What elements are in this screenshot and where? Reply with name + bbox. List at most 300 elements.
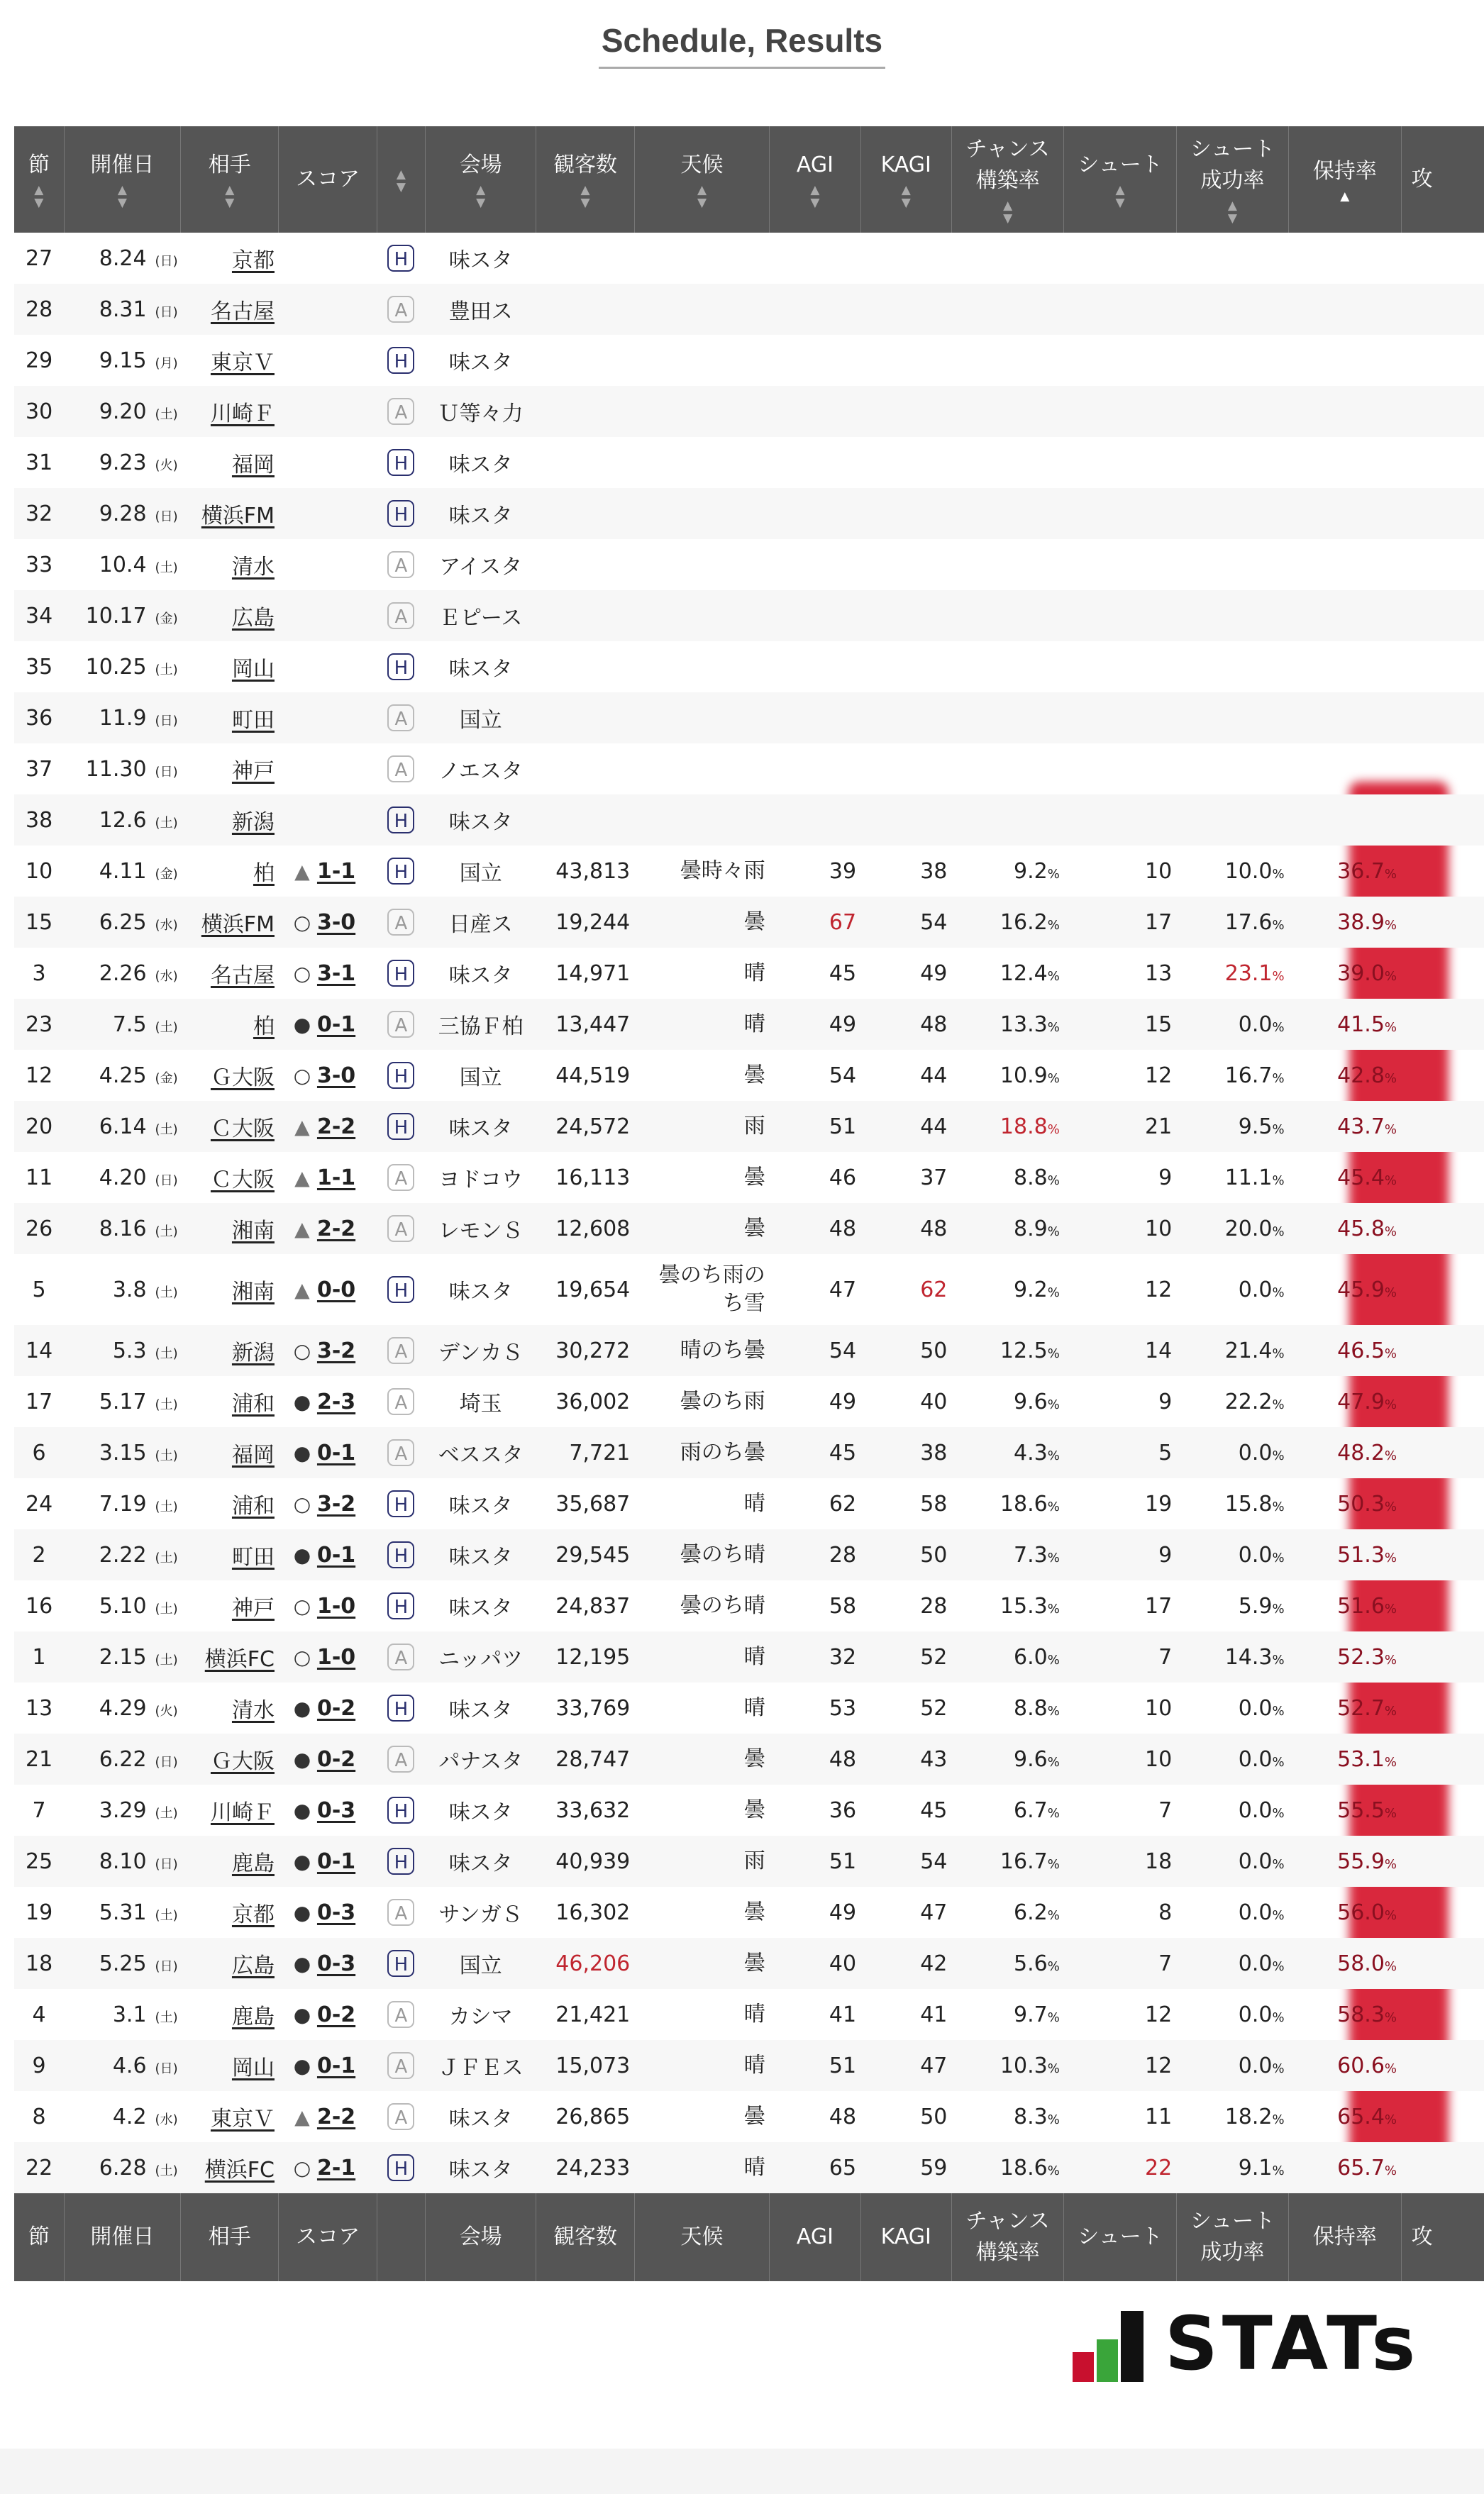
table-row[interactable] xyxy=(14,1325,1484,1376)
score-link[interactable]: 2-3 xyxy=(316,1390,356,1414)
table-row[interactable] xyxy=(14,1989,1484,2040)
score-link[interactable]: 0-3 xyxy=(316,1951,356,1976)
table-row[interactable] xyxy=(14,999,1484,1050)
cell-home-away xyxy=(377,1050,425,1101)
col-shoot[interactable] xyxy=(1064,126,1176,233)
score-link[interactable]: 3-2 xyxy=(316,1339,356,1363)
opponent-link[interactable]: 京都 xyxy=(231,1902,275,1927)
opponent-link[interactable]: 湘南 xyxy=(231,1219,275,1243)
possession-value: 56.0 xyxy=(1337,1900,1385,1925)
draw-triangle-icon: ▲ xyxy=(294,1278,310,1302)
opponent-link[interactable]: 浦和 xyxy=(231,1494,275,1519)
cell-opponent xyxy=(181,1734,279,1785)
score-link[interactable]: 0-2 xyxy=(316,1747,356,1772)
cell-agi xyxy=(770,284,860,335)
possession-value: 50.3 xyxy=(1337,1491,1385,1517)
cell-date xyxy=(64,743,180,794)
opponent-link[interactable]: 町田 xyxy=(231,1545,275,1570)
table-row[interactable] xyxy=(14,1254,1484,1325)
opponent-link[interactable]: 岡山 xyxy=(231,657,275,682)
home-away-badge: A xyxy=(387,909,414,936)
chance-value: 6.2 xyxy=(1013,1900,1048,1925)
opponent-link[interactable]: 町田 xyxy=(231,708,275,733)
col-poss[interactable] xyxy=(1289,126,1401,233)
possession-value: 65.7 xyxy=(1337,2155,1385,2180)
chance-value: 10.9 xyxy=(1000,1063,1048,1088)
cell-kagi: 58 xyxy=(920,1491,948,1517)
cell-opponent xyxy=(181,1836,279,1887)
cell-shoot-rate xyxy=(1176,1580,1288,1631)
col-kagi[interactable] xyxy=(860,126,951,233)
cell-date xyxy=(64,794,180,846)
table-row[interactable] xyxy=(14,2142,1484,2193)
cell-kagi xyxy=(860,488,951,539)
cell-chance-rate xyxy=(951,284,1063,335)
cell-home-away xyxy=(377,641,425,692)
score-link[interactable]: 0-1 xyxy=(316,2054,356,2078)
score-link[interactable]: 0-2 xyxy=(316,1696,356,1721)
cell-attendance xyxy=(536,743,634,794)
percent-sign: % xyxy=(1047,1121,1060,1137)
cell-shoot: 12 xyxy=(1064,2040,1176,2091)
table-row[interactable] xyxy=(14,692,1484,743)
opponent-link[interactable]: 福岡 xyxy=(231,453,275,477)
cell-shoot-rate xyxy=(1176,539,1288,590)
cell-opponent xyxy=(181,1203,279,1254)
cell-possession xyxy=(1289,1580,1401,1631)
percent-sign: % xyxy=(1272,1285,1285,1300)
table-row[interactable] xyxy=(14,233,1484,284)
cell-venue: 三協Ｆ柏 xyxy=(425,999,536,1050)
table-row[interactable] xyxy=(14,1152,1484,1203)
cell-shoot-rate xyxy=(1176,284,1288,335)
cell-shoot: 10 xyxy=(1064,1203,1176,1254)
table-row[interactable] xyxy=(14,1101,1484,1152)
col-agi[interactable] xyxy=(770,126,860,233)
cell-shoot-rate xyxy=(1176,1478,1288,1529)
home-away-badge: A xyxy=(387,602,414,629)
cell-home-away xyxy=(377,1203,425,1254)
cell-date xyxy=(64,2040,180,2091)
table-row[interactable] xyxy=(14,386,1484,437)
cell-possession xyxy=(1289,948,1401,999)
opponent-link[interactable]: 福岡 xyxy=(231,1443,275,1468)
opponent-link[interactable]: 名古屋 xyxy=(210,299,275,324)
score-link[interactable]: 0-2 xyxy=(316,2002,356,2027)
opponent-link[interactable]: 東京Ｖ xyxy=(210,350,275,375)
score-link[interactable]: 0-3 xyxy=(316,1900,356,1925)
opponent-link[interactable]: Ｇ大阪 xyxy=(210,1065,275,1090)
chance-value: 13.3 xyxy=(1000,1012,1048,1037)
table-row[interactable] xyxy=(14,1631,1484,1683)
cell-shoot-rate xyxy=(1176,999,1288,1050)
table-row[interactable] xyxy=(14,1203,1484,1254)
score-link[interactable]: 3-2 xyxy=(316,1492,356,1517)
opponent-link[interactable]: 川崎Ｆ xyxy=(210,401,275,426)
cell-attendance: 29,545 xyxy=(536,1529,634,1580)
percent-sign: % xyxy=(1047,2010,1060,2025)
cell-weather: 雨 xyxy=(634,1101,770,1152)
score-link[interactable]: 1-1 xyxy=(316,1165,356,1190)
cell-shoot-rate xyxy=(1176,437,1288,488)
cell-kagi: 28 xyxy=(920,1593,948,1619)
opponent-link[interactable]: Ｃ大阪 xyxy=(210,1116,275,1141)
table-row[interactable] xyxy=(14,743,1484,794)
table-row[interactable] xyxy=(14,1887,1484,1938)
percent-sign: % xyxy=(1047,1397,1060,1412)
cell-sec: 11 xyxy=(25,1165,53,1190)
opponent-link[interactable]: 柏 xyxy=(253,861,275,886)
table-row[interactable] xyxy=(14,897,1484,948)
score-link[interactable]: 0-3 xyxy=(316,1798,356,1823)
cell-score xyxy=(279,2091,377,2142)
percent-sign: % xyxy=(1384,1019,1397,1035)
opponent-link[interactable]: 横浜FM xyxy=(201,912,275,937)
score-link[interactable]: 3-0 xyxy=(316,910,356,935)
table-row[interactable] xyxy=(14,1478,1484,1529)
home-away-badge: A xyxy=(387,1215,414,1242)
opponent-link[interactable]: Ｃ大阪 xyxy=(210,1168,275,1192)
score-link[interactable]: 2-2 xyxy=(316,1114,356,1139)
score-link[interactable]: 0-1 xyxy=(316,1849,356,1874)
home-away-badge: H xyxy=(387,1848,414,1875)
cell-shoot: 12 xyxy=(1145,2002,1173,2027)
chance-value: 5.6 xyxy=(1013,1951,1048,1976)
table-row[interactable] xyxy=(14,1938,1484,1989)
cell-date xyxy=(64,1631,180,1683)
cell-attack xyxy=(1401,743,1484,794)
sort-arrows-icon: ▲ ▼ xyxy=(476,183,486,210)
cell-sec: 15 xyxy=(14,897,64,948)
cell-attack xyxy=(1401,590,1484,641)
cell-chance-rate xyxy=(951,1785,1063,1836)
percent-sign: % xyxy=(1272,917,1285,933)
opponent-link[interactable]: 湘南 xyxy=(231,1280,275,1304)
cell-opponent xyxy=(181,999,279,1050)
opponent-link[interactable]: 横浜FM xyxy=(201,504,275,528)
shoot-rate-value: 21.4 xyxy=(1224,1338,1273,1363)
cell-venue: 味スタ xyxy=(425,488,536,539)
home-away-badge: H xyxy=(387,653,414,680)
table-row[interactable] xyxy=(14,1683,1484,1734)
date-value: 11.9 xyxy=(99,705,147,731)
col-shootrate[interactable] xyxy=(1176,126,1288,233)
cell-weather: 曇 xyxy=(634,1938,770,1989)
score-link[interactable]: 1-0 xyxy=(316,1594,356,1619)
opponent-link[interactable]: 鹿島 xyxy=(231,1851,275,1876)
cell-score xyxy=(279,1325,377,1376)
percent-sign: % xyxy=(1047,1285,1060,1300)
cell-chance-rate xyxy=(951,1427,1063,1478)
cell-shoot: 22 xyxy=(1064,2142,1176,2193)
table-row[interactable] xyxy=(14,1529,1484,1580)
col-atk[interactable] xyxy=(1401,126,1484,233)
cell-home-away xyxy=(377,1376,425,1427)
score-link[interactable]: 1-1 xyxy=(316,859,356,884)
opponent-link[interactable]: Ｇ大阪 xyxy=(210,1749,275,1774)
date-value: 4.11 xyxy=(99,858,147,884)
table-row[interactable] xyxy=(14,1734,1484,1785)
cell-weather xyxy=(634,590,770,641)
sort-arrows-icon: ▲ ▼ xyxy=(901,183,911,210)
score-link[interactable]: 0-1 xyxy=(316,1012,356,1037)
cell-chance-rate xyxy=(951,2091,1063,2142)
cell-shoot xyxy=(1064,233,1176,284)
cell-possession xyxy=(1289,1376,1401,1427)
opponent-link[interactable]: 岡山 xyxy=(231,2056,275,2080)
col-date[interactable] xyxy=(64,126,180,233)
table-row[interactable] xyxy=(14,488,1484,539)
cell-shoot-rate xyxy=(1176,233,1288,284)
cell-shoot-rate xyxy=(1176,641,1288,692)
score-link[interactable]: 1-0 xyxy=(316,1645,356,1670)
cell-home-away xyxy=(377,1887,425,1938)
col-venue[interactable] xyxy=(425,126,536,233)
table-row[interactable] xyxy=(14,641,1484,692)
home-away-badge: H xyxy=(387,858,414,885)
draw-triangle-icon: ▲ xyxy=(294,1115,310,1138)
cell-score xyxy=(279,2142,377,2193)
cell-agi: 28 xyxy=(770,1529,860,1580)
day-of-week: (金) xyxy=(155,1070,178,1086)
opponent-link[interactable]: 広島 xyxy=(231,1953,275,1978)
cell-attack xyxy=(1401,1836,1484,1887)
opponent-link[interactable]: 広島 xyxy=(231,606,275,631)
cell-date xyxy=(64,999,180,1050)
cell-sec: 27 xyxy=(25,245,53,271)
opponent-link[interactable]: 横浜FC xyxy=(204,2158,275,2183)
cell-possession xyxy=(1289,233,1401,284)
opponent-link[interactable]: 神戸 xyxy=(231,1596,275,1621)
cell-attack xyxy=(1401,386,1484,437)
cell-kagi: 37 xyxy=(920,1165,948,1190)
draw-triangle-icon: ▲ xyxy=(294,860,310,883)
cell-sec: 37 xyxy=(25,756,53,782)
opponent-link[interactable]: 横浜FC xyxy=(204,1647,275,1672)
cell-agi: 51 xyxy=(770,1101,860,1152)
day-of-week: (土) xyxy=(155,1224,178,1239)
opponent-link[interactable]: 新潟 xyxy=(231,1341,275,1365)
home-away-badge: A xyxy=(387,551,414,578)
cell-venue: パナスタ xyxy=(425,1734,536,1785)
col-att[interactable] xyxy=(536,126,634,233)
cell-possession xyxy=(1289,794,1401,846)
cell-possession xyxy=(1289,1050,1401,1101)
table-row[interactable] xyxy=(14,1427,1484,1478)
table-row[interactable] xyxy=(14,2040,1484,2091)
home-away-badge: A xyxy=(387,2001,414,2028)
cell-weather: 晴のち曇 xyxy=(634,1325,770,1376)
cell-home-away xyxy=(377,233,425,284)
cell-chance-rate xyxy=(951,948,1063,999)
cell-agi: 58 xyxy=(829,1593,857,1619)
day-of-week: (金) xyxy=(155,866,178,882)
cell-home-away xyxy=(377,2142,425,2193)
day-of-week: (火) xyxy=(155,458,178,473)
cell-date xyxy=(64,1683,180,1734)
opponent-link[interactable]: 浦和 xyxy=(231,1392,275,1417)
cell-attendance: 33,632 xyxy=(555,1797,631,1823)
cell-sec: 13 xyxy=(25,1695,53,1721)
col-sec[interactable] xyxy=(14,126,64,233)
date-value: 10.25 xyxy=(85,654,147,680)
day-of-week: (日) xyxy=(155,509,178,524)
table-row[interactable] xyxy=(14,1785,1484,1836)
table-row[interactable] xyxy=(14,846,1484,897)
cell-score xyxy=(279,743,377,794)
cell-date xyxy=(64,386,180,437)
col-weather[interactable] xyxy=(634,126,770,233)
cell-possession xyxy=(1289,488,1401,539)
table-row[interactable] xyxy=(14,1050,1484,1101)
date-value: 9.28 xyxy=(99,501,147,526)
cell-shoot: 7 xyxy=(1158,1797,1173,1823)
date-value: 2.15 xyxy=(99,1644,147,1670)
opponent-link[interactable]: 神戸 xyxy=(231,759,275,784)
cell-attendance: 24,837 xyxy=(555,1593,631,1619)
cell-sec: 7 xyxy=(32,1797,46,1823)
cell-sec: 22 xyxy=(14,2142,64,2193)
col-opp-label: 相手 xyxy=(208,153,251,177)
cell-opponent xyxy=(181,1785,279,1836)
cell-kagi xyxy=(860,284,951,335)
cell-opponent xyxy=(181,1478,279,1529)
date-value: 4.6 xyxy=(112,2053,147,2078)
cell-attack xyxy=(1401,335,1484,386)
possession-value: 36.7 xyxy=(1337,858,1385,884)
table-row[interactable] xyxy=(14,539,1484,590)
score-link[interactable]: 3-1 xyxy=(316,961,356,986)
chance-value: 12.4 xyxy=(1000,960,1048,986)
score-link[interactable]: 0-1 xyxy=(316,1441,356,1465)
opponent-link[interactable]: 京都 xyxy=(231,248,275,273)
col-opp[interactable] xyxy=(181,126,279,233)
shoot-rate-value: 18.2 xyxy=(1224,2104,1273,2129)
cell-chance-rate xyxy=(951,335,1063,386)
percent-sign: % xyxy=(1047,866,1060,882)
opponent-link[interactable]: 清水 xyxy=(231,555,275,580)
cell-chance-rate xyxy=(951,897,1063,948)
table-row[interactable] xyxy=(14,590,1484,641)
score-link[interactable]: 3-0 xyxy=(316,1063,356,1088)
cell-opponent xyxy=(181,539,279,590)
day-of-week: (金) xyxy=(155,611,178,626)
cell-venue: 味スタ xyxy=(448,248,513,273)
percent-sign: % xyxy=(1384,1856,1397,1872)
cell-attendance xyxy=(536,590,634,641)
cell-score xyxy=(279,1989,377,2040)
cell-attendance: 21,421 xyxy=(555,2002,631,2027)
cell-date xyxy=(64,846,180,897)
cell-venue: デンカＳ xyxy=(425,1325,536,1376)
cell-shoot-rate xyxy=(1176,1101,1288,1152)
percent-sign: % xyxy=(1272,1499,1285,1514)
table-row[interactable] xyxy=(14,1376,1484,1427)
score-link[interactable]: 2-2 xyxy=(316,1216,356,1241)
col-chance[interactable] xyxy=(951,126,1063,233)
table-row[interactable] xyxy=(14,948,1484,999)
score-link[interactable]: 2-2 xyxy=(316,2105,356,2129)
cell-attack xyxy=(1401,1887,1484,1938)
cell-shoot-rate xyxy=(1176,1938,1288,1989)
home-away-badge: H xyxy=(387,1062,414,1089)
opponent-link[interactable]: 川崎Ｆ xyxy=(210,1800,275,1825)
opponent-link[interactable]: 柏 xyxy=(253,1014,275,1039)
home-away-badge: H xyxy=(387,1695,414,1722)
shoot-rate-value: 0.0 xyxy=(1238,1746,1273,1772)
cell-date xyxy=(64,1989,180,2040)
cell-possession xyxy=(1289,1325,1401,1376)
score-link[interactable]: 0-1 xyxy=(316,1543,356,1568)
cell-venue: カシマ xyxy=(448,2005,513,2029)
shoot-rate-value: 20.0 xyxy=(1224,1216,1273,1241)
date-value: 5.10 xyxy=(99,1593,147,1619)
cell-shoot: 18 xyxy=(1064,1836,1176,1887)
chance-value: 9.6 xyxy=(1013,1746,1048,1772)
cell-possession xyxy=(1289,437,1401,488)
cell-shoot: 9 xyxy=(1158,1165,1173,1190)
cell-chance-rate xyxy=(951,437,1063,488)
opponent-link[interactable]: 新潟 xyxy=(231,810,275,835)
cell-chance-rate xyxy=(951,1050,1063,1101)
opponent-link[interactable]: 名古屋 xyxy=(210,963,275,988)
cell-possession xyxy=(1289,1529,1401,1580)
cell-shoot-rate xyxy=(1176,846,1288,897)
cell-score xyxy=(279,1836,377,1887)
percent-sign: % xyxy=(1272,1601,1285,1617)
cell-date xyxy=(64,1529,180,1580)
cell-score xyxy=(279,590,377,641)
table-row[interactable] xyxy=(14,2091,1484,2142)
col-venue-label: 会場 xyxy=(459,153,502,177)
foot-col-weather: 天候 xyxy=(634,2193,770,2281)
cell-shoot-rate xyxy=(1176,1683,1288,1734)
shoot-rate-value: 10.0 xyxy=(1224,858,1273,884)
win-circle-icon: ○ xyxy=(293,1646,311,1669)
cell-venue: 国立 xyxy=(459,861,502,886)
opponent-link[interactable]: 東京Ｖ xyxy=(210,2107,275,2132)
cell-shoot: 5 xyxy=(1064,1427,1176,1478)
day-of-week: (土) xyxy=(155,1601,178,1617)
opponent-link[interactable]: 清水 xyxy=(231,1698,275,1723)
percent-sign: % xyxy=(1047,1224,1060,1239)
score-link[interactable]: 2-1 xyxy=(316,2156,356,2180)
table-row[interactable] xyxy=(14,335,1484,386)
cell-home-away xyxy=(377,2091,425,2142)
table-row[interactable] xyxy=(14,437,1484,488)
cell-weather xyxy=(634,437,770,488)
percent-sign: % xyxy=(1384,1448,1397,1463)
day-of-week: (土) xyxy=(155,1346,178,1361)
date-value: 5.25 xyxy=(99,1951,147,1976)
cell-venue: 豊田ス xyxy=(425,284,536,335)
table-row[interactable] xyxy=(14,794,1484,846)
opponent-link[interactable]: 鹿島 xyxy=(231,2005,275,2029)
shoot-rate-value: 22.2 xyxy=(1224,1389,1273,1414)
col-ha[interactable] xyxy=(377,126,425,233)
table-row[interactable] xyxy=(14,284,1484,335)
table-row[interactable] xyxy=(14,1836,1484,1887)
cell-score xyxy=(279,692,377,743)
home-away-badge: A xyxy=(387,755,414,782)
cell-venue: ノエスタ xyxy=(438,759,523,784)
cell-chance-rate xyxy=(951,1631,1063,1683)
table-row[interactable] xyxy=(14,1580,1484,1631)
score-link[interactable]: 0-0 xyxy=(316,1278,356,1302)
cell-kagi: 47 xyxy=(920,1900,948,1925)
percent-sign: % xyxy=(1272,866,1285,882)
cell-chance-rate xyxy=(951,1887,1063,1938)
